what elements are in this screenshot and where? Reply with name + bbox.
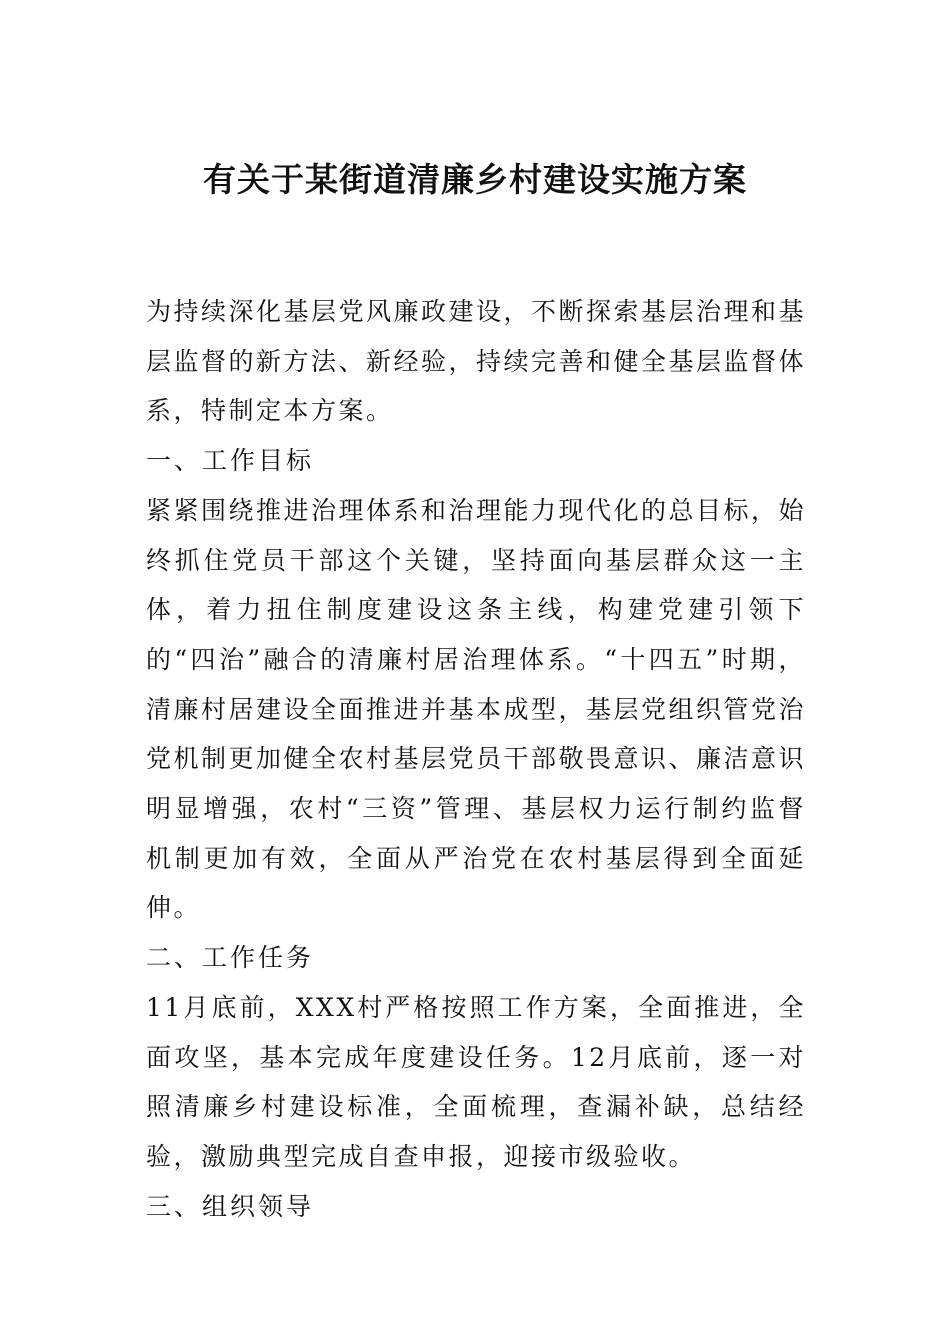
document-title: 有关于某街道清廉乡村建设实施方案	[203, 160, 747, 199]
paragraph-goals: 紧紧围绕推进治理体系和治理能力现代化的总目标，始终抓住党员干部这个关键，坚持面向基层群众这一主体，着力扭住制度建设这条主线，构建党建引领下的“四治”融合的清廉村居治理体系。“十四五”时期，清廉村居建设全面推进并基本成型，基层党组织管党治党机制更加健全农村基层党员干部敬畏意识、廉洁意识明显增强，农村“三资”管理、基层权力运行制约监督机制更加有效，全面从严治党在农村基层得到全面延伸。	[146, 495, 807, 923]
section-heading-leadership: 三、组织领导	[146, 1191, 315, 1221]
document-body	[146, 287, 806, 1231]
section-heading-goals: 一、工作目标	[146, 446, 315, 476]
paragraph-tasks: 11月底前，XXX村严格按照工作方案，全面推进，全面攻坚，基本完成年度建设任务。12月底前，逐一对照清廉乡村建设标准，全面梳理，查漏补缺，总结经验，激励典型完成自查申报，迎接市级验收。	[146, 992, 806, 1171]
paragraph-intro: 为持续深化基层党风廉政建设，不断探索基层治理和基层监督的新方法、新经验，持续完善和健全基层监督体系，特制定本方案。	[146, 297, 807, 426]
section-heading-tasks: 二、工作任务	[146, 943, 315, 973]
